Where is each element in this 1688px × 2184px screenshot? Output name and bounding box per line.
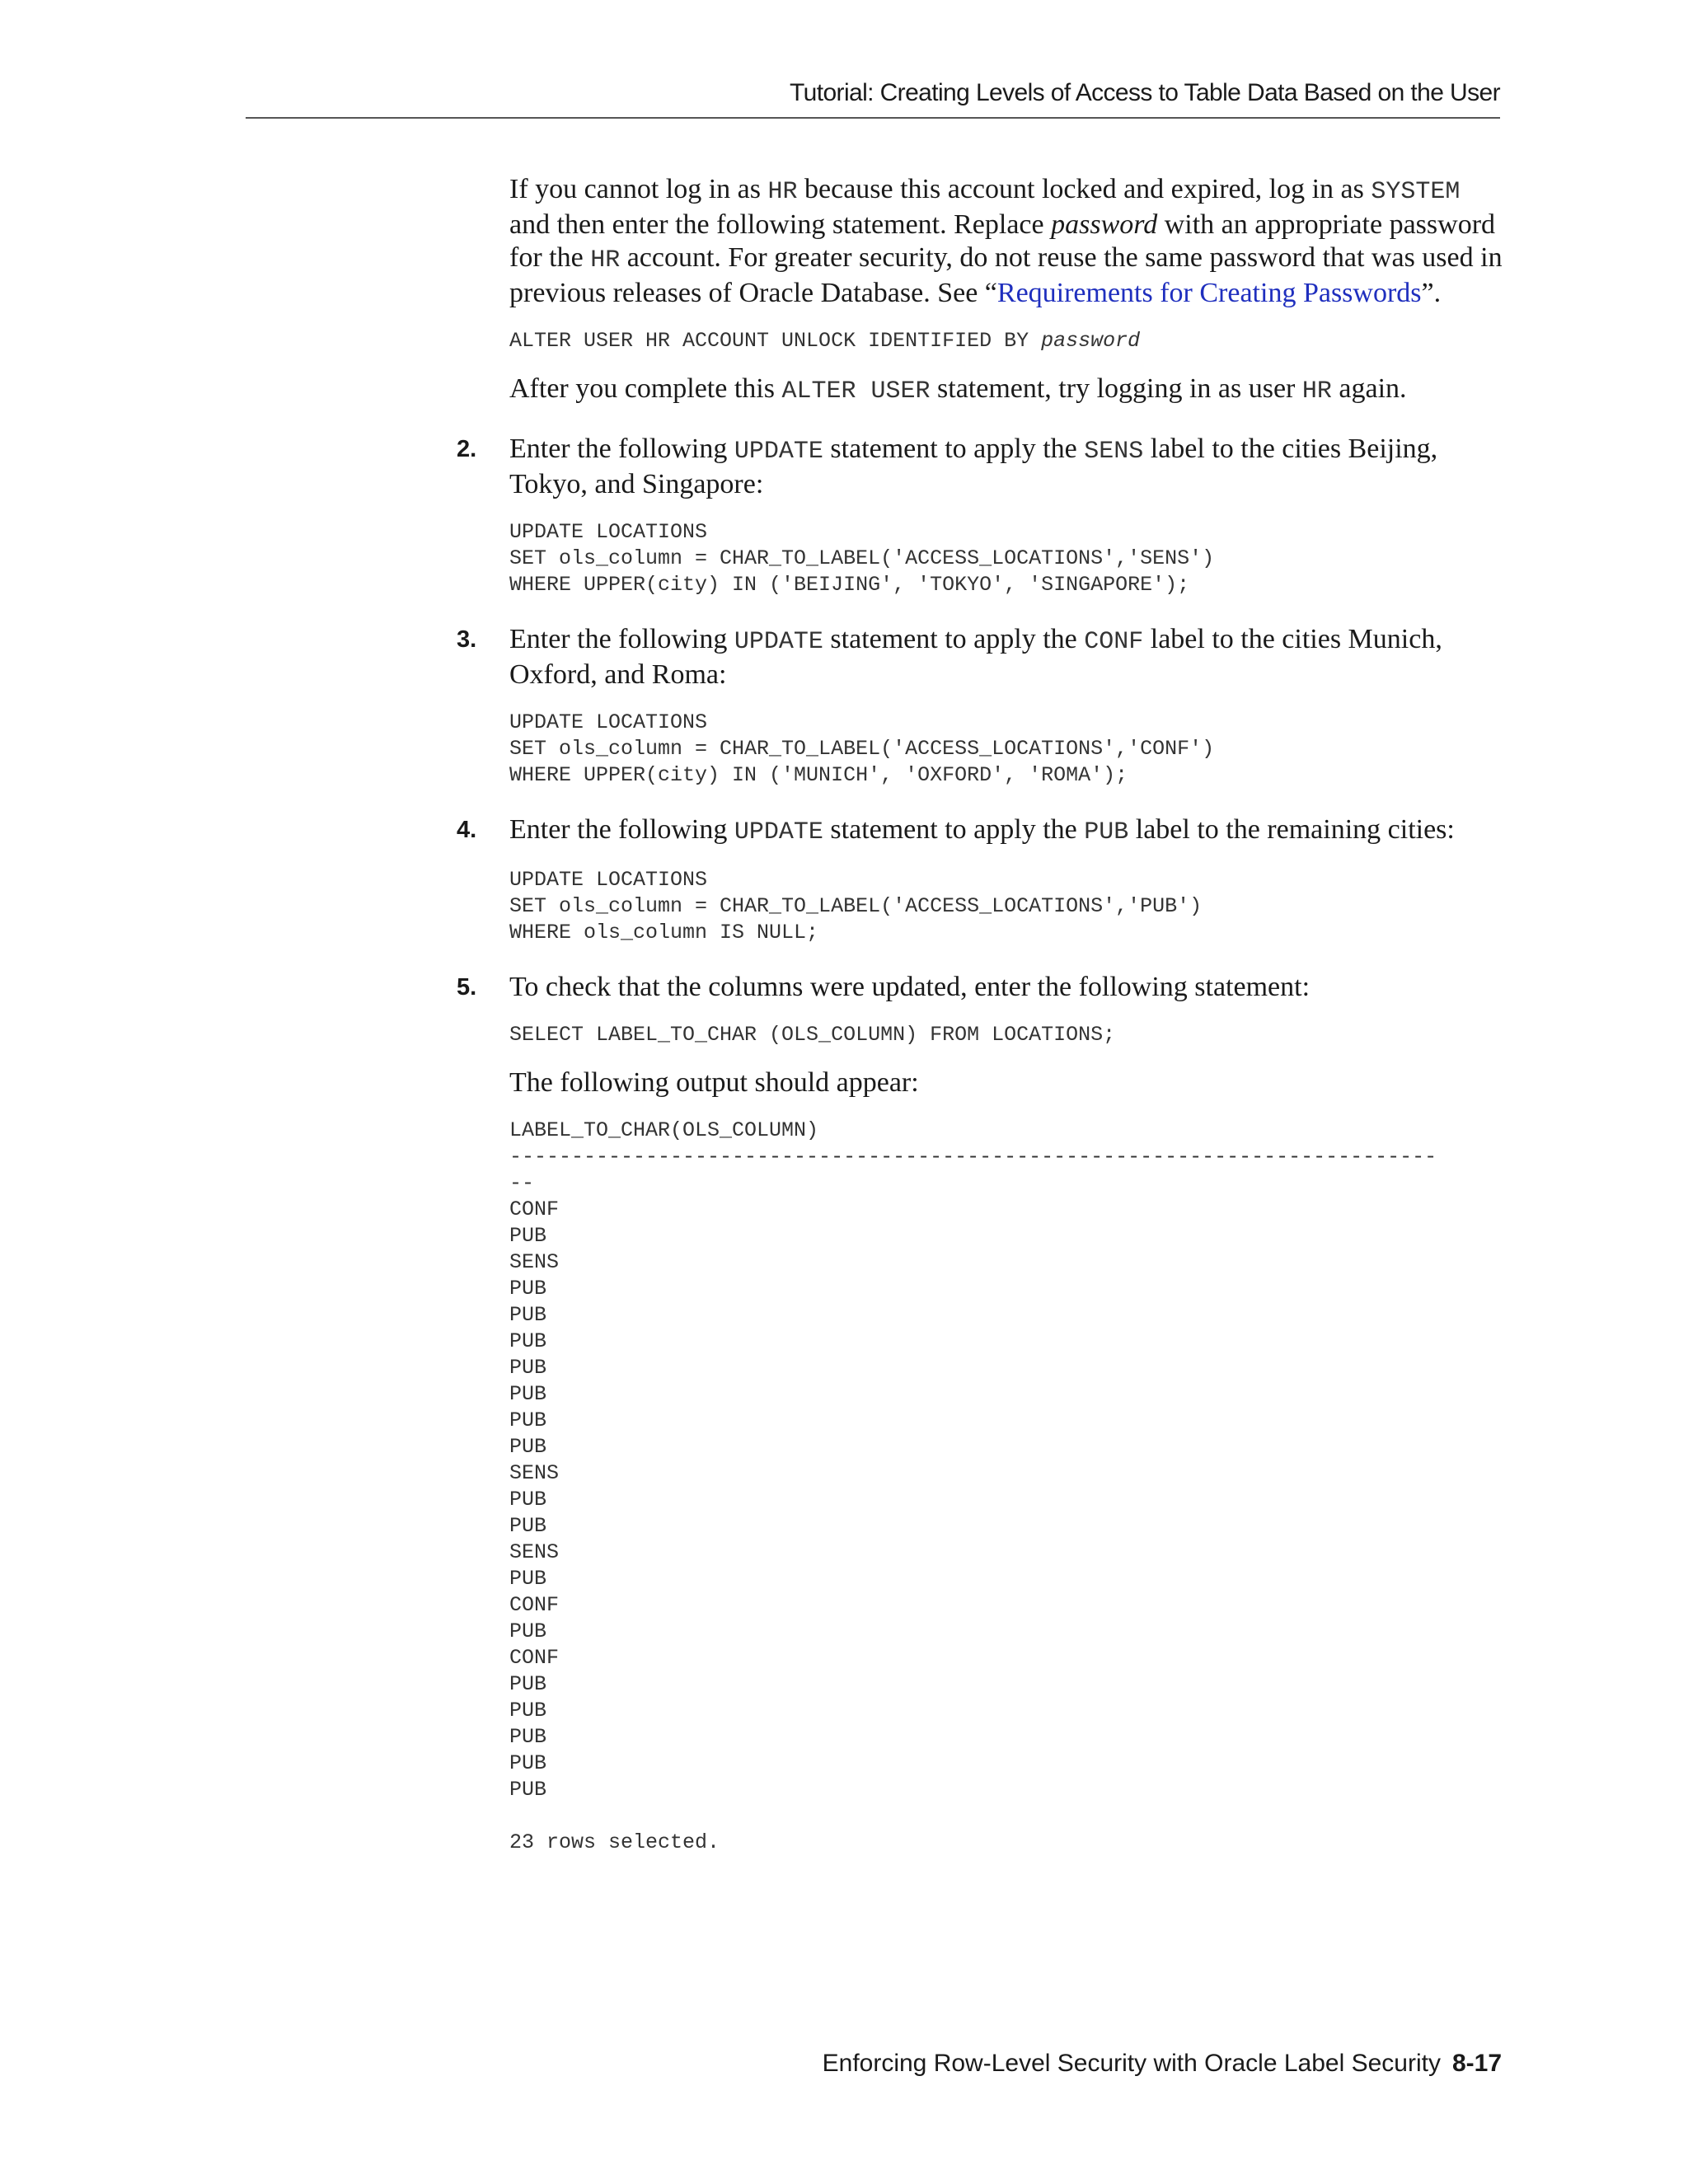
step-3: [457, 623, 1507, 789]
step-text-part: label to the cities Beijing, Tokyo, and Singapore:: [509, 434, 1438, 499]
intro-text: If you cannot log in as: [509, 174, 768, 204]
inline-code: ALTER USER: [781, 377, 931, 405]
step-text-part: label to the remaining cities:: [1128, 814, 1455, 845]
inline-code: CONF: [1084, 628, 1144, 656]
select-label-code: SELECT LABEL_TO_CHAR (OLS_COLUMN) FROM LOCATIONS;: [509, 1023, 1116, 1047]
step-text-part: Enter the following: [509, 814, 734, 845]
rows-selected: 23 rows selected.: [509, 1830, 720, 1854]
inline-code: PUB: [1084, 818, 1129, 846]
step-number: 2.: [457, 436, 477, 462]
footer-title: Enforcing Row-Level Security with Oracle Label Security: [822, 2050, 1441, 2077]
inline-code: HR: [1301, 377, 1332, 405]
step-number: 5.: [457, 974, 477, 1001]
step-text: [509, 623, 1507, 691]
requirements-link[interactable]: Requirements for Creating Passwords: [996, 278, 1422, 308]
inline-code: UPDATE: [734, 438, 823, 466]
step-text-part: label to the cities Munich, Oxford, and Roma:: [509, 624, 1442, 690]
query-output: LABEL_TO_CHAR(OLS_COLUMN) --------------------------------------------------------------------------- -- CONF PUB SENS PUB PUB PUB PUB PUB PUB PUB SENS PUB PUB SENS PUB CONF PUB CONF PUB PUB PUB PUB PUB: [509, 1118, 1437, 1802]
inline-code: SYSTEM: [1371, 178, 1461, 206]
running-header: [246, 69, 1500, 119]
intro-text: account. For greater security, do not reuse the same password that was used in previous releases of Oracle Database. See “: [509, 242, 1503, 308]
update-pub-code: UPDATE LOCATIONS SET ols_column = CHAR_TO_LABEL('ACCESS_LOCATIONS','PUB') WHERE ols_column IS NULL;: [509, 868, 1203, 944]
inline-code: UPDATE: [734, 818, 823, 846]
code-text: ALTER USER HR ACCOUNT UNLOCK IDENTIFIED BY: [509, 329, 1042, 353]
step-number: 4.: [457, 817, 477, 843]
intro-text: ”.: [1421, 278, 1442, 308]
running-header-title: Tutorial: Creating Levels of Access to Table Data Based on the User: [790, 79, 1500, 106]
page-number: 8-17: [1451, 2050, 1502, 2077]
step-text-part: Enter the following: [509, 624, 734, 654]
step-4: [457, 813, 1507, 946]
after-paragraph: [509, 373, 1507, 408]
intro-paragraph: [509, 173, 1507, 310]
intro-text: because this account locked and expired, log in as: [797, 174, 1372, 204]
code-placeholder: password: [1041, 329, 1141, 353]
placeholder-term: password: [1051, 209, 1158, 240]
after-text: statement, try logging in as user: [930, 373, 1302, 404]
step-text: [509, 433, 1507, 501]
inline-code: HR: [767, 178, 798, 206]
after-text: again.: [1331, 373, 1407, 404]
step-text-part: statement to apply the: [823, 434, 1085, 464]
output-intro: The following output should appear:: [509, 1067, 919, 1098]
inline-code: UPDATE: [734, 628, 823, 656]
step-5: [457, 971, 1507, 1856]
alter-user-code: [509, 328, 1507, 354]
step-number: 3.: [457, 626, 477, 653]
page-content: [457, 173, 1507, 1856]
running-footer: [823, 2047, 1502, 2080]
intro-text: and then enter the following statement. Replace: [509, 209, 1052, 240]
update-sens-code: UPDATE LOCATIONS SET ols_column = CHAR_TO_LABEL('ACCESS_LOCATIONS','SENS') WHERE UPPER(city) IN ('BEIJING', 'TOKYO', 'SINGAPORE');: [509, 520, 1215, 597]
step-text-part: Enter the following: [509, 434, 734, 464]
inline-code: HR: [590, 246, 621, 274]
update-conf-code: UPDATE LOCATIONS SET ols_column = CHAR_TO_LABEL('ACCESS_LOCATIONS','CONF') WHERE UPPER(city) IN ('MUNICH', 'OXFORD', 'ROMA');: [509, 710, 1215, 787]
step-text: To check that the columns were updated, enter the following statement:: [509, 972, 1311, 1002]
after-text: After you complete this: [509, 373, 782, 404]
step-text-part: statement to apply the: [823, 624, 1085, 654]
intro-text: with an appropriate password for the: [509, 209, 1496, 273]
step-2: [457, 433, 1507, 598]
step-text-part: statement to apply the: [823, 814, 1085, 845]
step-text: [509, 813, 1507, 849]
inline-code: SENS: [1084, 438, 1144, 466]
